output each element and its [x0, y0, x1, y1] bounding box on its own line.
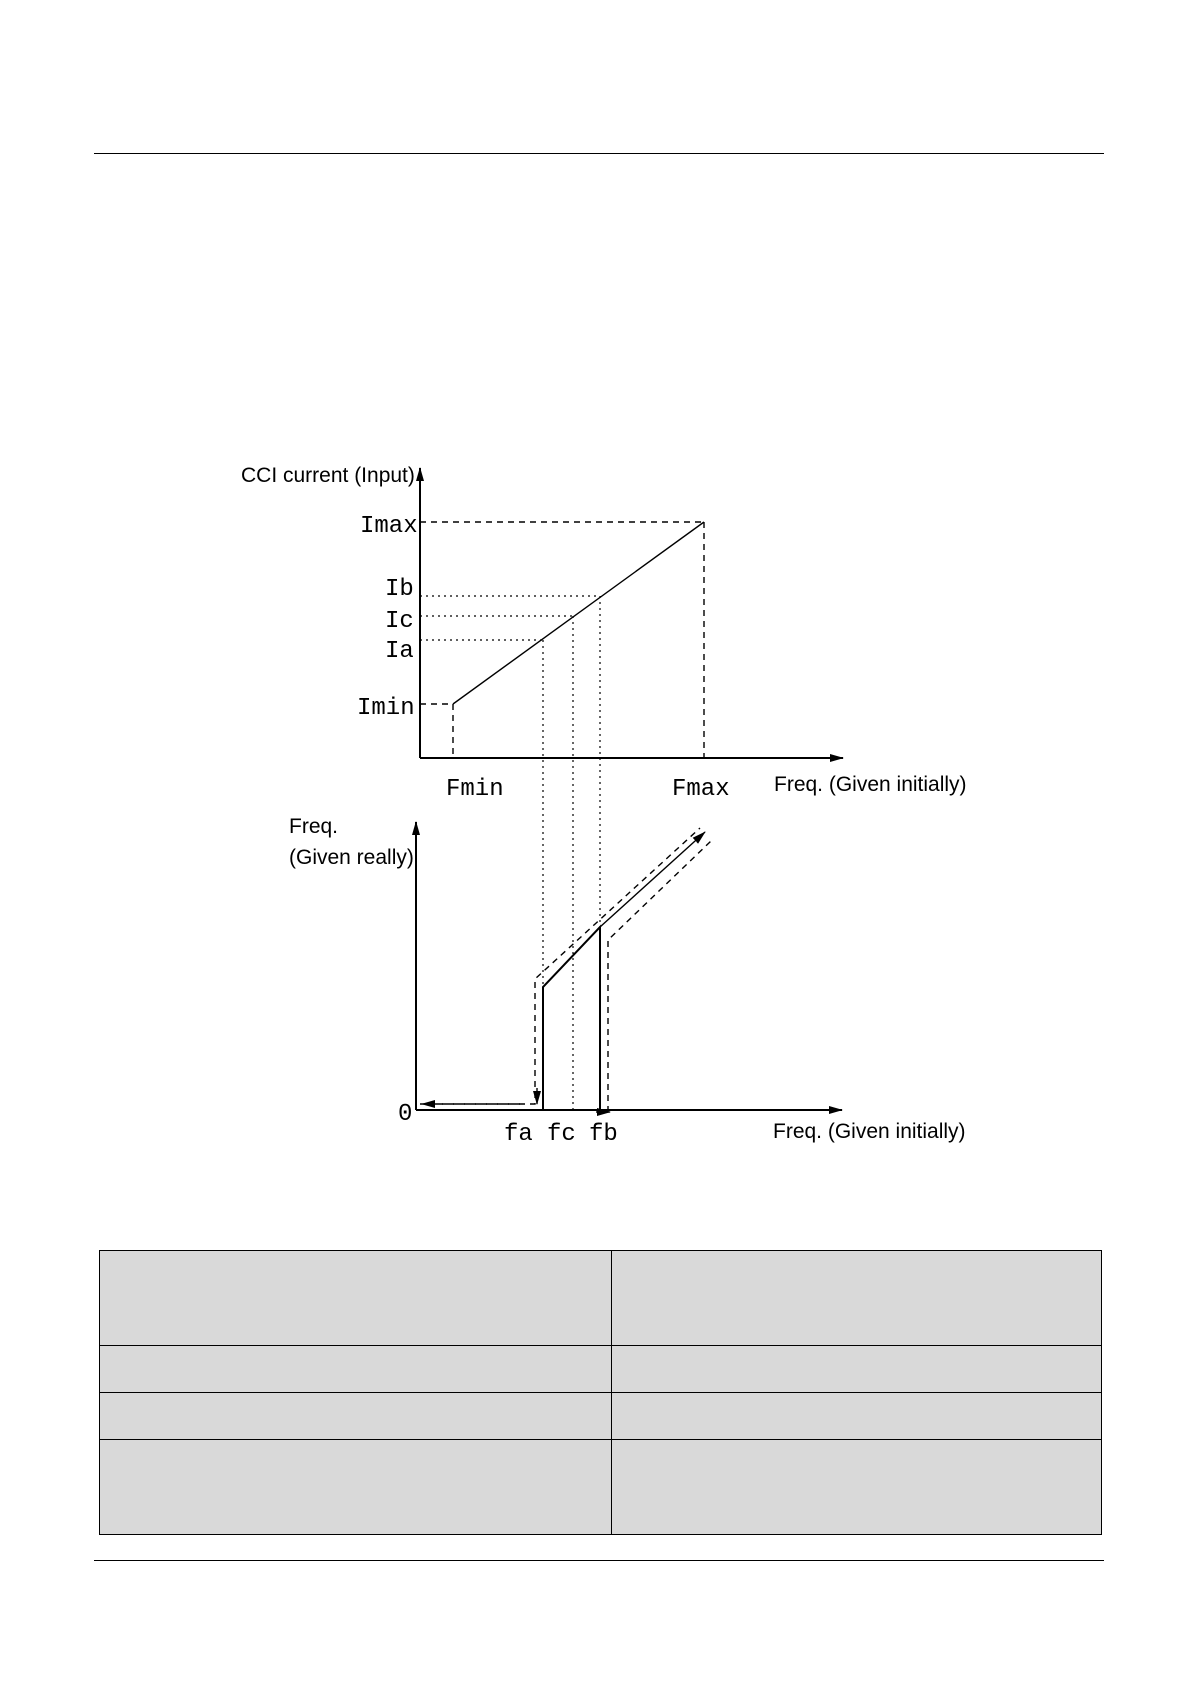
footer-rule: [94, 1560, 1104, 1561]
table-cell: [100, 1346, 612, 1393]
table-row: [100, 1440, 1102, 1535]
actual-frequency-curve: [543, 927, 600, 1110]
table-row: [100, 1346, 1102, 1393]
dashed-lower-band: [608, 840, 712, 1112]
upper-x-axis-label: Freq. (Given initially): [774, 773, 967, 796]
parameter-table: [99, 1250, 1102, 1535]
fc-label: fc: [547, 1121, 576, 1148]
imax-label: Imax: [360, 513, 418, 540]
lower-x-axis-label: Freq. (Given initially): [773, 1120, 966, 1143]
upper-graph: [241, 464, 967, 1110]
table-cell: [100, 1440, 612, 1535]
table-cell: [612, 1251, 1102, 1346]
table-cell: [612, 1393, 1102, 1440]
fb-label: fb: [589, 1121, 618, 1148]
table-row: [100, 1393, 1102, 1440]
cci-characteristic-line: [453, 522, 704, 704]
lower-graph: [289, 815, 966, 1148]
fmin-label: Fmin: [446, 776, 504, 803]
ia-label: Ia: [385, 638, 414, 665]
imin-label: Imin: [357, 695, 415, 722]
ic-label: Ic: [385, 608, 414, 635]
table-cell: [612, 1346, 1102, 1393]
table-cell: [100, 1251, 612, 1346]
fa-label: fa: [504, 1121, 533, 1148]
fmax-label: Fmax: [672, 776, 730, 803]
upper-y-axis-label: CCI current (Input): [241, 464, 415, 487]
table-cell: [612, 1440, 1102, 1535]
origin-label: 0: [398, 1101, 413, 1128]
lower-y-axis-label-line2: (Given really): [289, 846, 414, 869]
ib-label: Ib: [385, 576, 414, 603]
dashed-upper-band: [420, 828, 700, 1104]
actual-frequency-rising: [600, 832, 705, 927]
table-cell: [100, 1393, 612, 1440]
lower-y-axis-label-line1: Freq.: [289, 815, 339, 838]
table-row: [100, 1251, 1102, 1346]
